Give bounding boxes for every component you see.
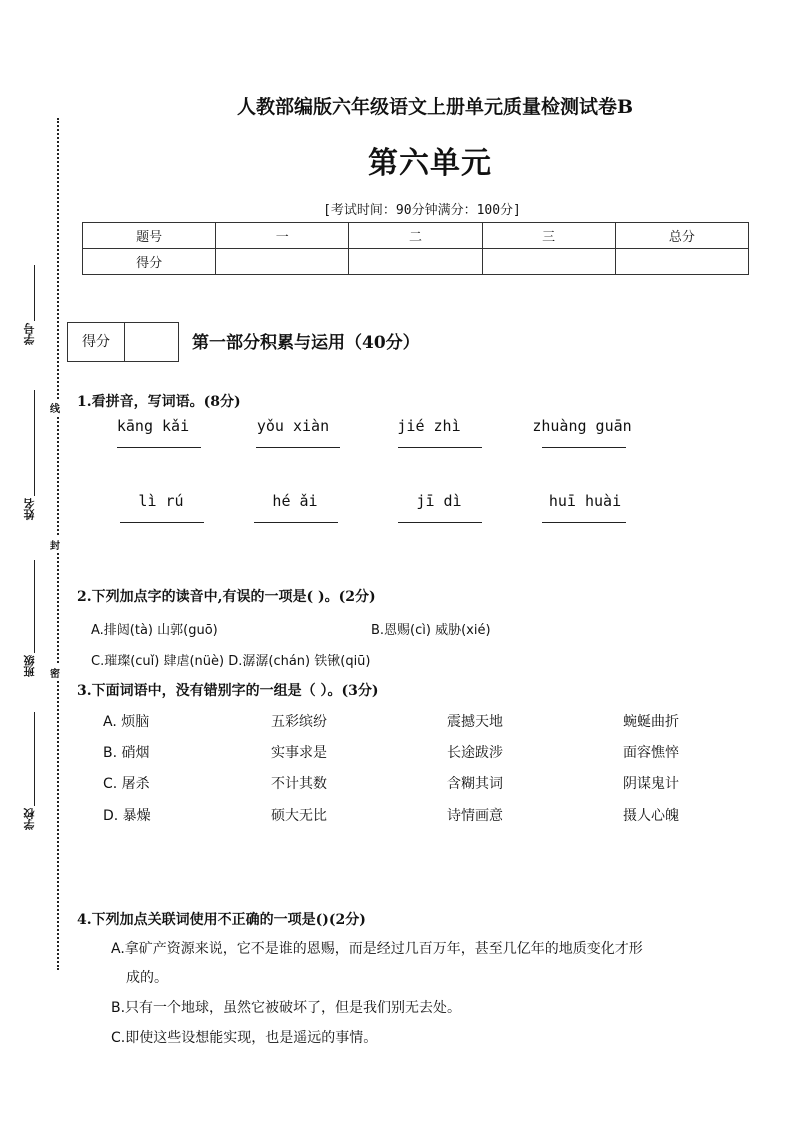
q3-word: B. 硝烟 [103, 745, 150, 761]
score-table [82, 222, 749, 275]
q3-word: 摄人心魄 [623, 808, 679, 824]
q3-title: 3.下面词语中，没有错别字的一组是（ ）。(3分) [77, 683, 379, 699]
q2-option: A.排闼(tà) 山郭(guō) [91, 623, 218, 638]
name-label: 姓名 [23, 498, 36, 520]
score-table-header-cell: 三 [482, 223, 615, 249]
school-blank [34, 712, 35, 806]
student-no-blank [34, 265, 35, 321]
seal-char-secret: 密 [50, 665, 60, 680]
score-cell[interactable] [216, 249, 349, 275]
score-table-header-cell: 总分 [615, 223, 748, 249]
part1-score-box [67, 322, 179, 362]
answer-blank[interactable] [254, 522, 338, 523]
answer-blank[interactable] [117, 447, 201, 448]
pinyin-item: jié zhì [397, 417, 461, 435]
q3-word: 五彩缤纷 [271, 714, 327, 730]
q4-option-b: B.只有一个地球，虽然它被破坏了，但是我们别无去处。 [111, 1000, 462, 1016]
q3-word: 阴谋鬼计 [623, 776, 679, 792]
pinyin-item: yǒu xiàn [256, 417, 330, 435]
q4-option-a-line2: 成的。 [126, 970, 168, 986]
q2-option: B.恩赐(cì) 威胁(xié) [371, 623, 491, 638]
q3-word: 震撼天地 [447, 714, 503, 730]
answer-blank[interactable] [120, 522, 204, 523]
part1-score-label: 得分 [68, 323, 125, 361]
part1-title: 第一部分积累与运用（40分） [192, 333, 420, 353]
q2-title: 2.下列加点字的读音中,有误的一项是( )。(2分) [77, 589, 376, 605]
q4-option-a-line1: A.拿矿产资源来说，它不是谁的恩赐，而是经过几百万年，甚至几亿年的地质变化才形 [111, 941, 643, 957]
q4-title: 4.下列加点关联词使用不正确的一项是()(2分) [77, 912, 366, 928]
q3-word: 诗情画意 [447, 808, 503, 824]
q2-option: C.璀璨(cuǐ) 肆虐(nüè) D.潺潺(chán) 铁锹(qiū) [91, 654, 371, 669]
q3-word: 不计其数 [271, 776, 327, 792]
score-table-header-cell: 二 [349, 223, 482, 249]
q3-word: 长途跋涉 [447, 745, 503, 761]
q1-title: 1.看拼音，写词语。(8分) [77, 394, 241, 410]
exam-info: [考试时间：90分钟满分：100分] [323, 203, 521, 218]
q3-word: 含糊其词 [447, 776, 503, 792]
pinyin-item: hé ǎi [272, 492, 318, 510]
exam-title: 人教部编版六年级语文上册单元质量检测试卷B [236, 96, 634, 118]
score-cell[interactable] [482, 249, 615, 275]
q3-word: 蜿蜒曲折 [623, 714, 679, 730]
answer-blank[interactable] [542, 447, 626, 448]
q3-word: C. 屠杀 [103, 776, 150, 792]
class-blank [34, 560, 35, 653]
answer-blank[interactable] [542, 522, 626, 523]
pinyin-item: kāng kǎi [116, 417, 190, 435]
score-table-header-cell: 一 [216, 223, 349, 249]
q3-word: 面容憔悴 [623, 745, 679, 761]
answer-blank[interactable] [398, 447, 482, 448]
score-table-score-row [83, 249, 749, 275]
student-no-label: 学号 [23, 323, 36, 345]
score-table-header-row [83, 223, 749, 249]
score-row-label: 得分 [83, 249, 216, 275]
school-label: 学校 [23, 808, 36, 830]
q3-word: D. 暴燥 [103, 808, 151, 824]
q4-option-c: C.即使这些设想能实现，也是遥远的事情。 [111, 1030, 378, 1046]
score-cell[interactable] [615, 249, 748, 275]
q3-word: 硕大无比 [271, 808, 327, 824]
q3-word: A. 烦脑 [103, 714, 150, 730]
score-table-header-cell: 题号 [83, 223, 216, 249]
answer-blank[interactable] [398, 522, 482, 523]
name-blank [34, 390, 35, 496]
pinyin-item: jī dì [416, 492, 462, 510]
pinyin-item: huī huài [548, 492, 622, 510]
unit-title: 第六单元 [368, 146, 492, 181]
seal-char-line: 线 [50, 400, 60, 415]
seal-char-seal: 封 [50, 537, 60, 552]
q3-word: 实事求是 [271, 745, 327, 761]
score-cell[interactable] [349, 249, 482, 275]
answer-blank[interactable] [256, 447, 340, 448]
class-label: 班级 [23, 655, 36, 677]
pinyin-item: zhuàng guān [532, 417, 632, 435]
pinyin-item: lì rú [138, 492, 184, 510]
